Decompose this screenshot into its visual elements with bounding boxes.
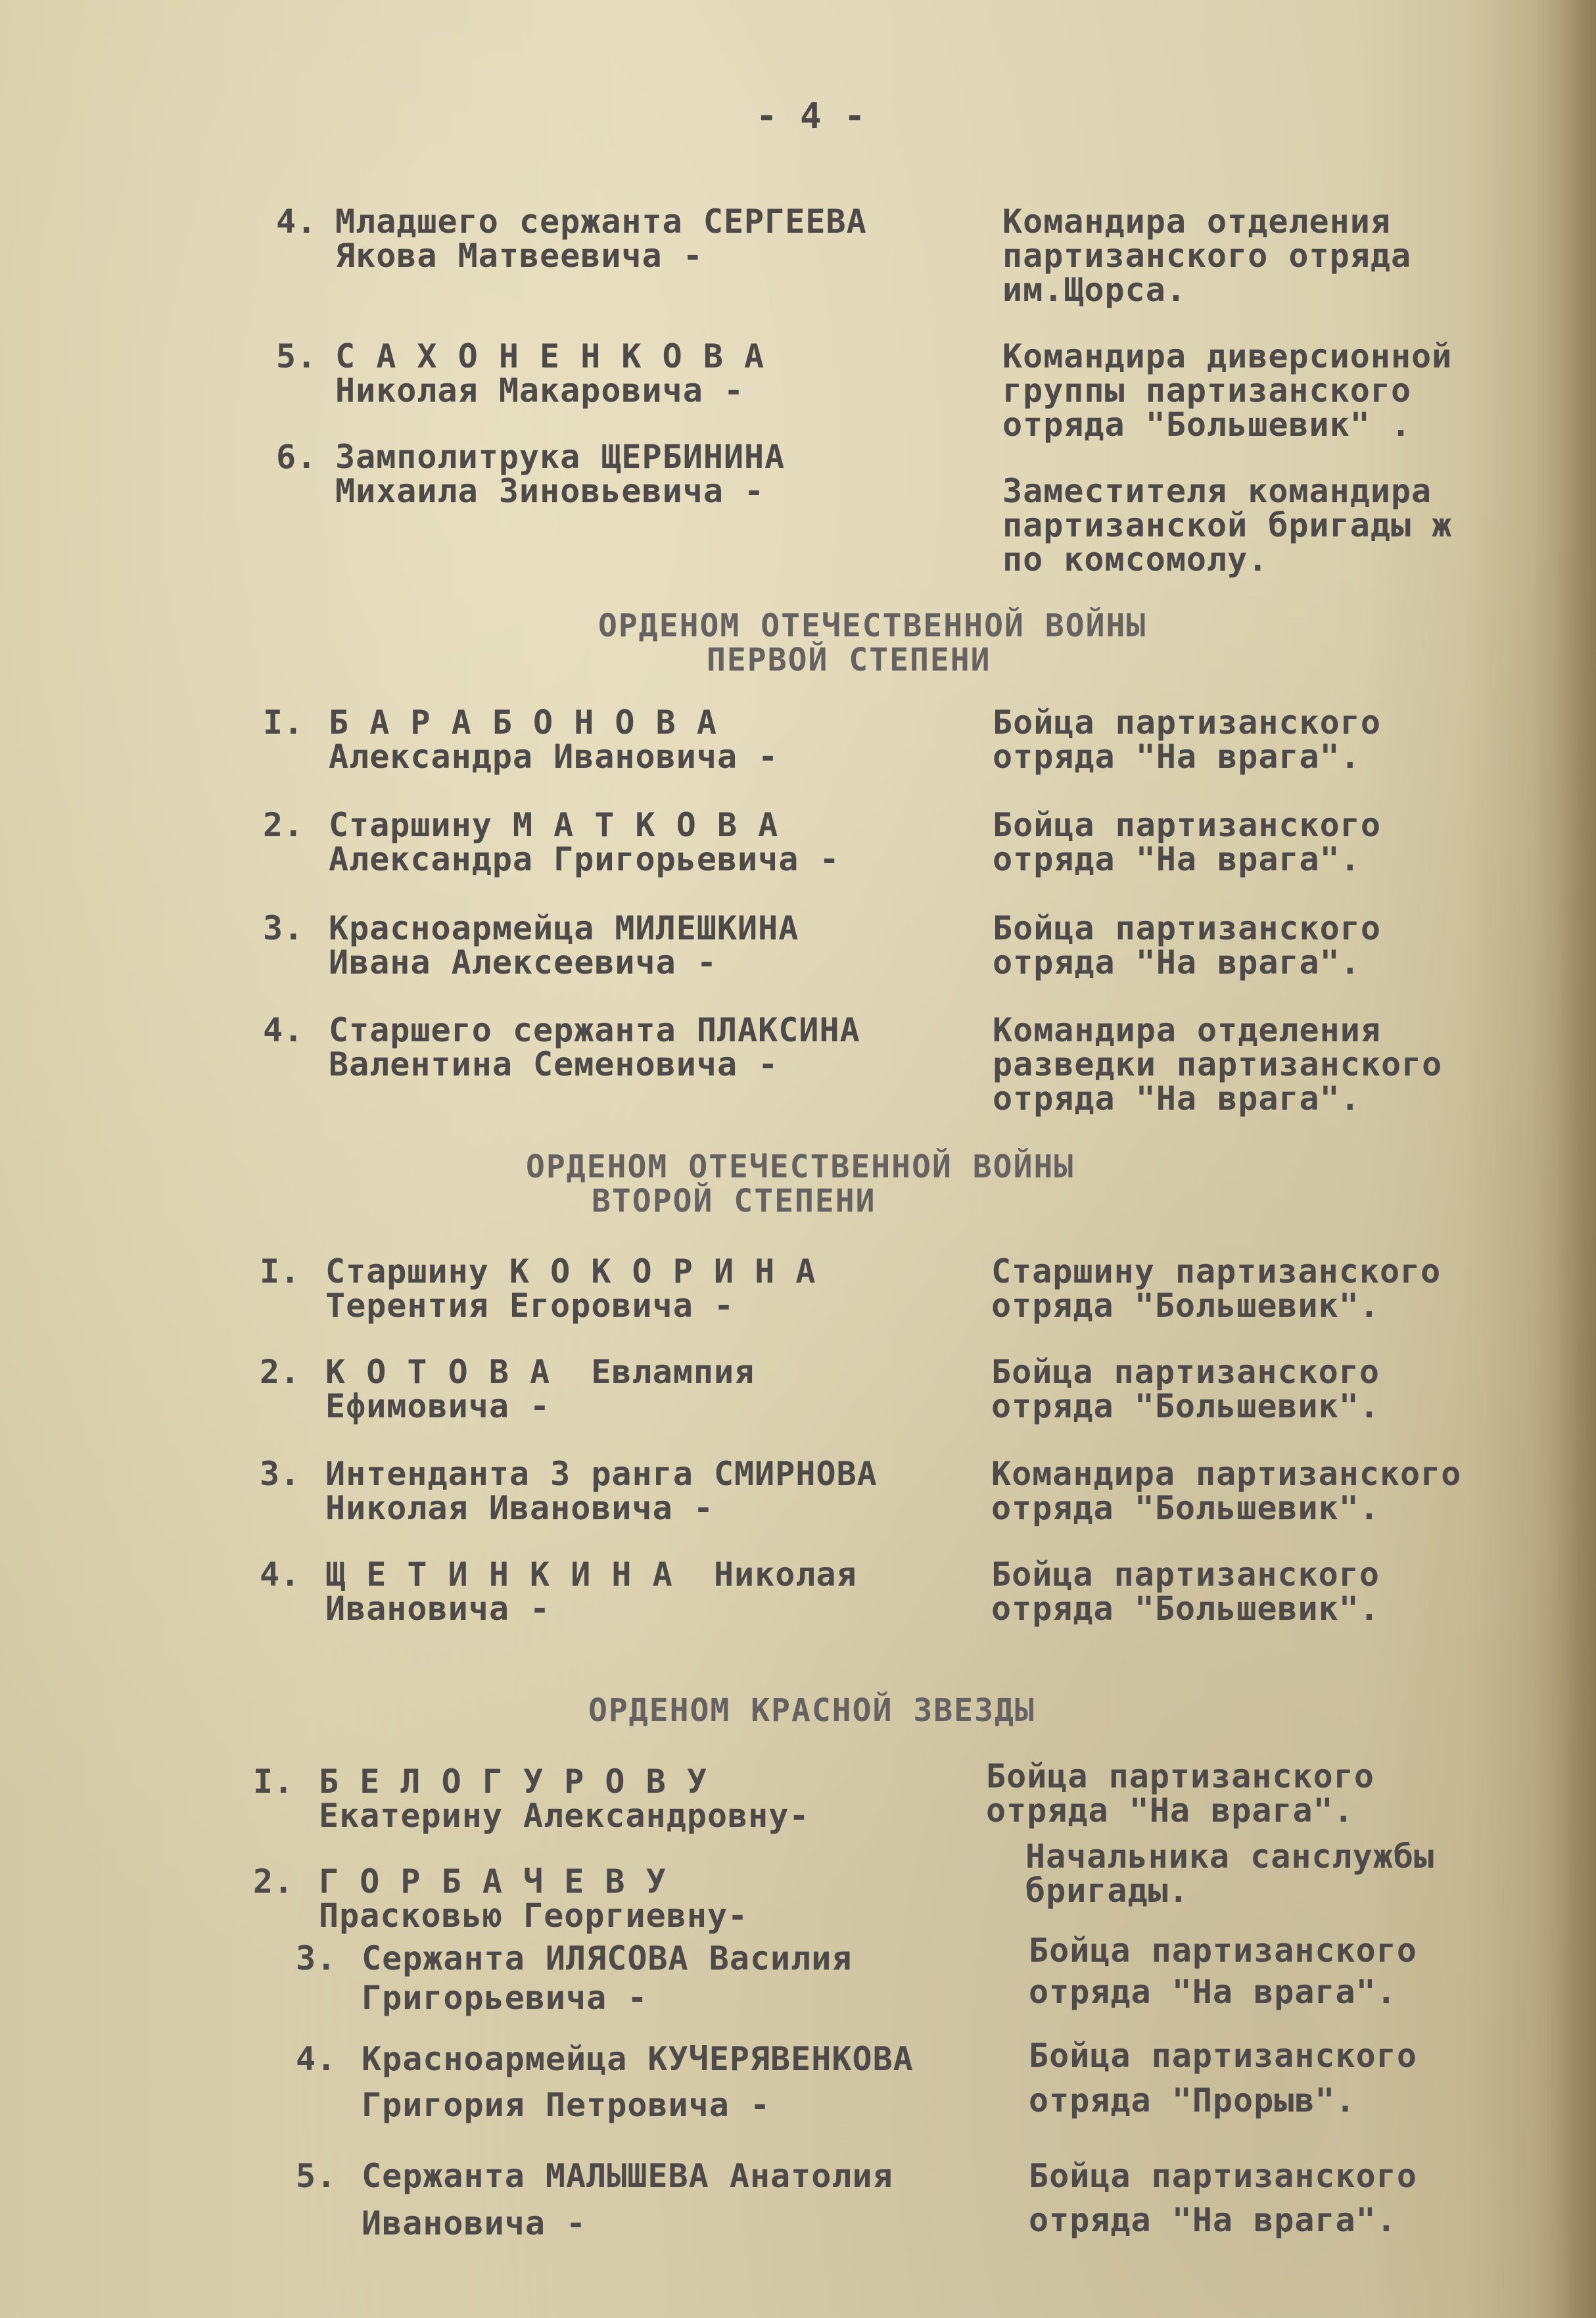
entry-name-line2: Ивановича - <box>325 1590 551 1628</box>
entry-number: I. <box>263 703 304 742</box>
entry-number: 6. <box>276 438 317 476</box>
entry-name-line2: Михаила Зиновьевича - <box>335 472 765 510</box>
entry-number: 4. <box>260 1555 301 1594</box>
entry-number: 5. <box>276 337 317 375</box>
entry-role-line1: Командира диверсионной <box>1002 337 1453 375</box>
entry-role-line1: Бойца партизанского <box>1029 1931 1417 1970</box>
entry-role-line3: им.Щорса. <box>1002 271 1186 309</box>
section-heading: ОРДЕНОМ ОТЕЧЕСТВЕННОЙ ВОЙНЫ <box>598 607 1147 644</box>
entry-name-line1: Замполитрука ЩЕРБИНИНА <box>335 438 786 476</box>
entry-name-line1: Красноармейца КУЧЕРЯВЕНКОВА <box>362 2040 914 2078</box>
section-subheading: ПЕРВОЙ СТЕПЕНИ <box>707 642 991 678</box>
page-number: - 4 - <box>756 95 866 137</box>
entry-role-line2: отряда "Большевик". <box>991 1590 1380 1628</box>
entry-role-line2: отряда "На врага". <box>1029 2201 1397 2239</box>
entry-role-line3: по комсомолу. <box>1002 540 1269 579</box>
entry-role-line3: отряда "Большевик" . <box>1002 406 1412 444</box>
entry-name-line2: Григорьевича - <box>362 1979 648 2017</box>
entry-role-line2: отряда "На врага". <box>993 738 1361 776</box>
entry-role-line2: партизанской бригады ж <box>1002 506 1453 544</box>
entry-number: 2. <box>260 1353 301 1391</box>
entry-role-line1: Бойца партизанского <box>993 703 1381 742</box>
entry-number: 3. <box>296 1939 337 1977</box>
entry-name-line2: Ефимовича - <box>325 1387 551 1425</box>
entry-role-line2: отряда "Большевик". <box>991 1387 1380 1425</box>
entry-name-line2: Терентия Егоровича - <box>325 1287 735 1325</box>
entry-name-line1: Щ Е Т И Н К И Н А Николая <box>325 1555 857 1594</box>
entry-role-line1: Командира партизанского <box>991 1455 1462 1493</box>
entry-name-line2: Ивана Алексеевича - <box>329 943 717 982</box>
entry-number: 2. <box>253 1862 294 1901</box>
entry-name-line2: Николая Макаровича - <box>335 371 745 410</box>
entry-name-line1: Интенданта 3 ранга СМИРНОВА <box>325 1455 878 1493</box>
entry-role-line3: отряда "На врага". <box>993 1079 1361 1118</box>
entry-name-line2: Александра Ивановича - <box>329 738 779 776</box>
entry-role-line2: отряда "Большевик". <box>991 1287 1380 1325</box>
entry-role-line2: отряда "Прорыв". <box>1029 2081 1356 2119</box>
entry-role-line1: Бойца партизанского <box>993 909 1381 947</box>
entry-number: 3. <box>263 909 304 947</box>
page-edge-shadow <box>1465 0 1596 2318</box>
entry-role-line1: Бойца партизанского <box>986 1757 1374 1795</box>
entry-name-line1: К О Т О В А Евлампия <box>325 1353 755 1391</box>
entry-role-line2: группы партизанского <box>1002 371 1412 410</box>
entry-name-line2: Екатерину Александровну- <box>319 1797 810 1835</box>
entry-name-line2: Александра Григорьевича - <box>329 840 840 878</box>
entry-role-line1: Начальника санслужбы <box>1025 1837 1435 1876</box>
entry-role-line1: Бойца партизанского <box>991 1353 1380 1391</box>
entry-name-line1: Старшину М А Т К О В А <box>329 806 779 844</box>
entry-role-line2: отряда "Большевик". <box>991 1489 1380 1527</box>
entry-role-line2: отряда "На врага". <box>986 1791 1354 1830</box>
entry-name-line2: Прасковью Георгиевну- <box>319 1897 749 1935</box>
entry-role-line1: Бойца партизанского <box>1029 2037 1417 2075</box>
entry-name-line1: Сержанта МАЛЫШЕВА Анатолия <box>362 2157 893 2195</box>
entry-name-line1: С А Х О Н Е Н К О В А <box>335 337 765 375</box>
entry-name-line2: Николая Ивановича - <box>325 1489 714 1527</box>
entry-name-line2: Ивановича - <box>362 2204 587 2242</box>
entry-name-line2: Валентина Семеновича - <box>329 1045 779 1083</box>
entry-number: 4. <box>296 2040 337 2078</box>
section-heading: ОРДЕНОМ КРАСНОЙ ЗВЕЗДЫ <box>588 1692 1035 1729</box>
entry-role-line2: разведки партизанского <box>993 1045 1443 1083</box>
entry-role-line2: отряда "На врага". <box>993 943 1361 982</box>
entry-name-line1: Младшего сержанта СЕРГЕЕВА <box>335 202 867 241</box>
entry-number: 3. <box>260 1455 301 1493</box>
entry-role-line1: Заместителя командира <box>1002 472 1432 510</box>
entry-role-line1: Командира отделения <box>1002 202 1391 241</box>
section-heading: ОРДЕНОМ ОТЕЧЕСТВЕННОЙ ВОЙНЫ <box>526 1148 1075 1185</box>
entry-role-line1: Бойца партизанского <box>993 806 1381 844</box>
entry-role-line2: партизанского отряда <box>1002 237 1412 275</box>
entry-name-line1: Сержанта ИЛЯСОВА Василия <box>362 1939 853 1977</box>
entry-role-line2: бригады. <box>1025 1872 1189 1910</box>
entry-number: 5. <box>296 2157 337 2195</box>
entry-name-line1: Б А Р А Б О Н О В А <box>329 703 717 742</box>
entry-role-line2: отряда "На врага". <box>993 840 1361 878</box>
entry-role-line1: Бойца партизанского <box>991 1555 1380 1594</box>
entry-number: 2. <box>263 806 304 844</box>
entry-number: I. <box>260 1252 301 1290</box>
entry-name-line2: Якова Матвеевича - <box>335 237 703 275</box>
entry-role-line1: Старшину партизанского <box>991 1252 1442 1290</box>
entry-name-line2: Григория Петровича - <box>362 2086 771 2124</box>
entry-name-line1: Красноармейца МИЛЕШКИНА <box>329 909 799 947</box>
section-subheading: ВТОРОЙ СТЕПЕНИ <box>592 1183 876 1219</box>
entry-number: 4. <box>263 1011 304 1049</box>
entry-number: I. <box>253 1762 294 1801</box>
entry-name-line1: Старшину К О К О Р И Н А <box>325 1252 816 1290</box>
entry-role-line2: отряда "На врага". <box>1029 1973 1397 2011</box>
entry-number: 4. <box>276 202 317 241</box>
entry-name-line1: Г О Р Б А Ч Е В У <box>319 1862 667 1901</box>
entry-role-line1: Бойца партизанского <box>1029 2157 1417 2195</box>
entry-name-line1: Б Е Л О Г У Р О В У <box>319 1762 707 1801</box>
entry-name-line1: Старшего сержанта ПЛАКСИНА <box>329 1011 860 1049</box>
entry-role-line1: Командира отделения <box>993 1011 1381 1049</box>
